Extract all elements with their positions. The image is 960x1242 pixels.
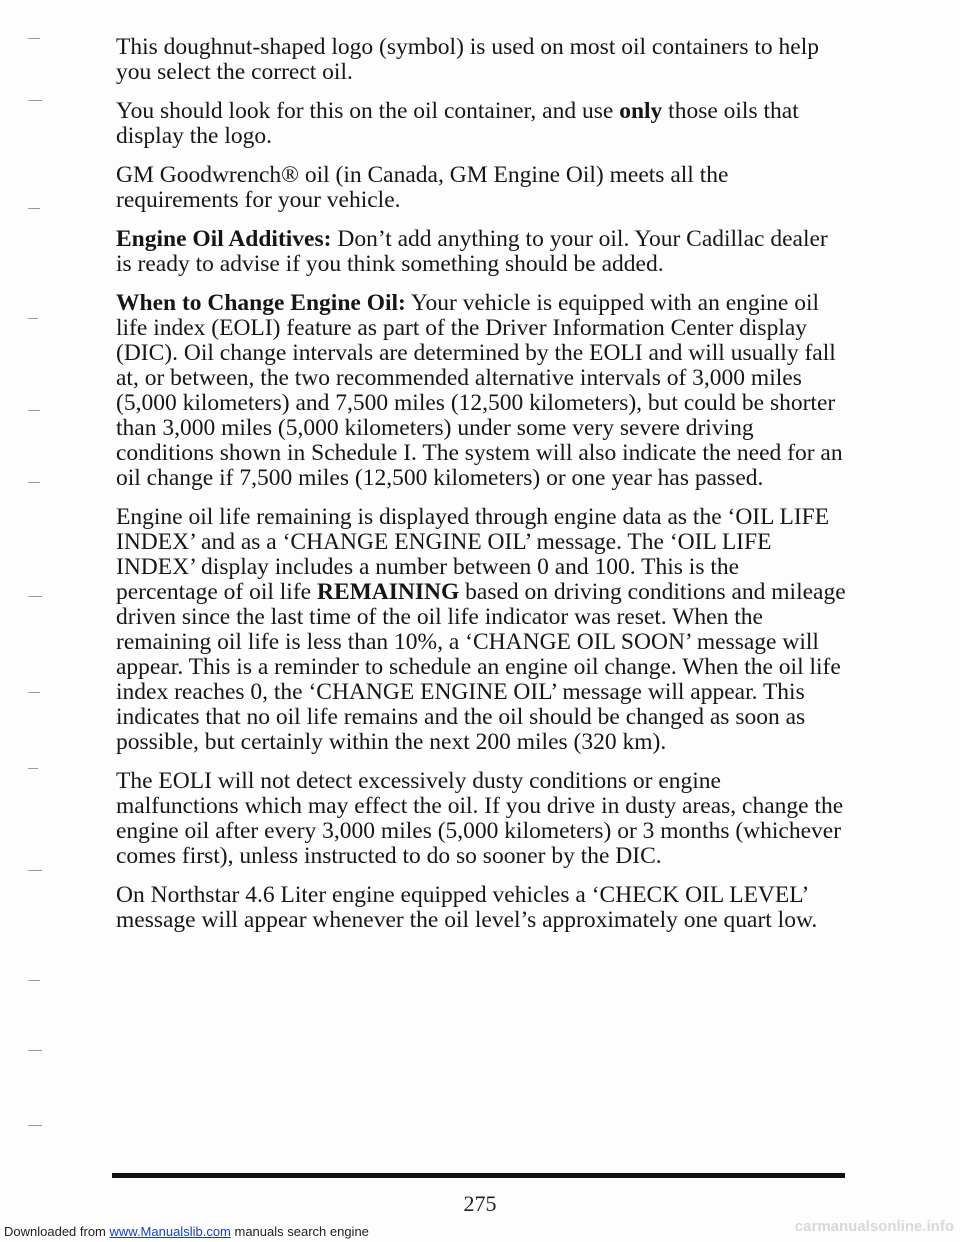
paragraph-when-to-change <box>116 291 846 491</box>
margin-mark <box>28 870 42 871</box>
margin-mark <box>28 1125 42 1126</box>
margin-mark <box>28 1050 42 1051</box>
paragraph-text: Don’t add anything to your oil. Your Cadillac dealer is ready to advise if you think something should be added. <box>116 226 828 277</box>
emphasis-remaining: REMAINING <box>316 579 460 605</box>
paragraph-oil-additives <box>116 227 846 277</box>
heading-when-to-change: When to Change Engine Oil: <box>116 290 406 316</box>
paragraph-oil-container <box>116 99 846 149</box>
margin-mark <box>28 482 40 483</box>
paragraph-oil-logo: This doughnut-shaped logo (symbol) is used on most oil containers to help you select the correct oil. <box>116 34 819 85</box>
footer-prefix: Downloaded from <box>4 1224 110 1239</box>
paragraph-text: Your vehicle is equipped with an engine oil life index (EOLI) feature as part of the Driver Information Center display (DIC). Oil change intervals are determined by the EOLI and will usually fall at, or between, the two recommended alternative intervals of 3,000 miles (5,000 kilometers) and 7,500 miles (12,500 kilometers), but could be shorter than 3,000 miles (5,000 kilometers) under some very severe driving conditions shown in Schedule I. The system will also indicate the need for an oil change if 7,500 miles (12,500 kilometers) or one year has passed. <box>116 290 843 491</box>
paragraph-text: Engine oil life remaining is displayed through engine data as the ‘OIL LIFE INDEX’ and as a ‘CHANGE ENGINE OIL’ message. The ‘OIL LIFE INDEX’ display includes a number between 0 and 100. This is the percentage of oil life <box>116 504 830 605</box>
footer-rule <box>112 1173 845 1178</box>
margin-mark <box>28 596 42 597</box>
margin-mark <box>28 980 40 981</box>
download-footer <box>4 1224 369 1239</box>
manualslib-link[interactable]: www.Manualslib.com <box>109 1224 231 1239</box>
page-number: 275 <box>463 1191 497 1216</box>
paragraph-check-oil-level: On Northstar 4.6 Liter engine equipped vehicles a ‘CHECK OIL LEVEL’ message will appear whenever the oil level’s approximately one quart low. <box>116 882 818 933</box>
margin-mark <box>28 318 38 319</box>
paragraph-text: based on driving conditions and mileage driven since the last time of the oil life indicator was reset. When the remaining oil life is less than 10%, a ‘CHANGE OIL SOON’ message will appear. This is a reminder to schedule an engine oil change. When the oil life index reaches 0, the ‘CHANGE ENGINE OIL’ message will appear. This indicates that no oil life remains and the oil should be changed as soon as possible, but certainly within the next 200 miles (320 km). <box>116 579 846 755</box>
footer-suffix: manuals search engine <box>230 1224 369 1239</box>
margin-mark <box>28 410 40 411</box>
margin-mark <box>28 768 38 769</box>
heading-oil-additives: Engine Oil Additives: <box>116 226 332 252</box>
margin-mark <box>28 692 40 693</box>
body-text <box>116 35 846 947</box>
margin-mark <box>28 100 42 101</box>
paragraph-oil-life-index <box>116 505 846 755</box>
paragraph-text: those oils that display the logo. <box>116 98 799 149</box>
margin-marks <box>28 0 48 1242</box>
margin-mark <box>28 208 40 209</box>
paragraph-dusty-conditions: The EOLI will not detect excessively dusty conditions or engine malfunctions which may effect the oil. If you drive in dusty areas, change the engine oil after every 3,000 miles (5,000 kilometers) or 3 months (whichever comes first), unless instructed to do so sooner by the DIC. <box>116 768 844 869</box>
paragraph-goodwrench: GM Goodwrench® oil (in Canada, GM Engine Oil) meets all the requirements for your vehicle. <box>116 162 729 213</box>
watermark: carmanualsonline.info <box>794 1218 954 1235</box>
paragraph-text: You should look for this on the oil container, and use <box>116 98 620 124</box>
margin-mark <box>28 38 40 39</box>
emphasis-only: only <box>619 98 663 124</box>
